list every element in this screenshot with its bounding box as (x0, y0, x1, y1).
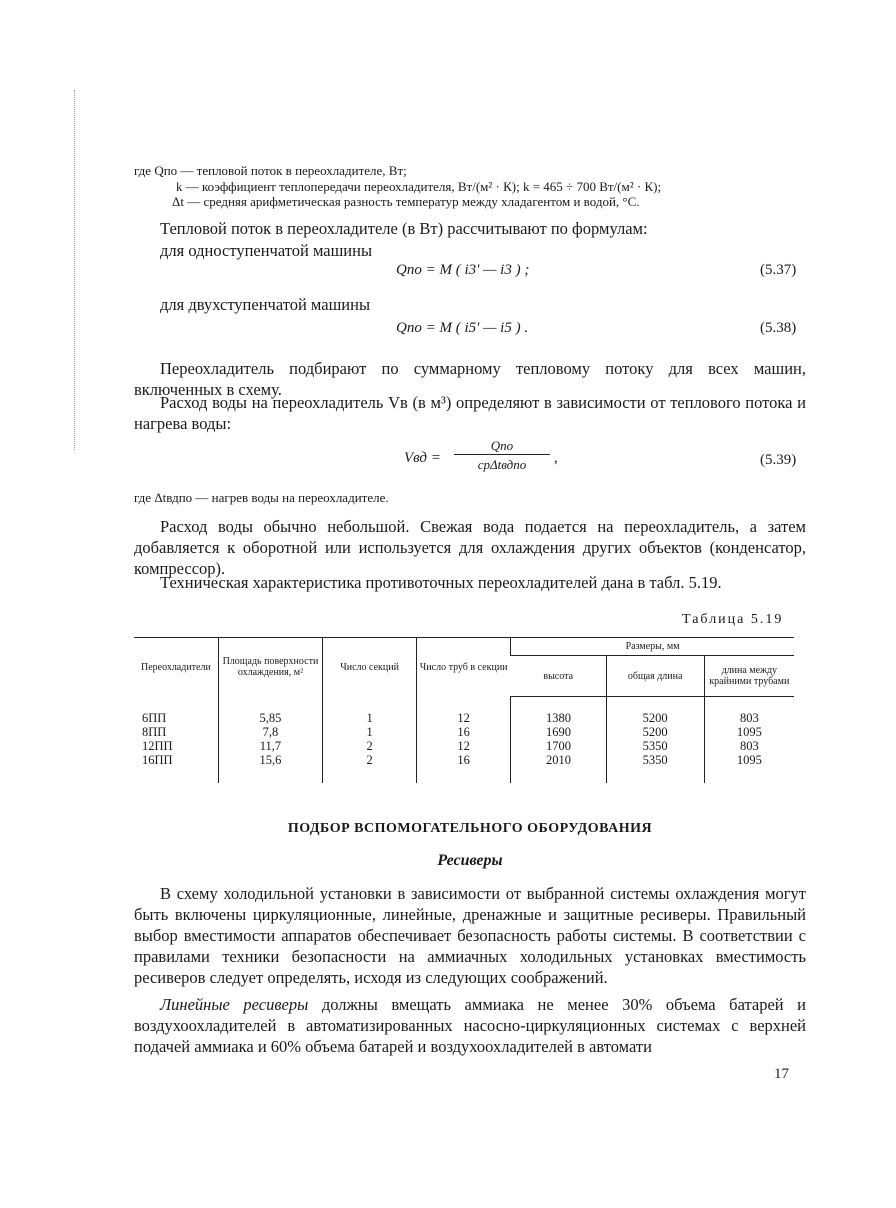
cell-type: 12ПП (142, 739, 173, 753)
equation-number-5-39: (5.39) (760, 452, 797, 468)
cell-total-length: 5350 (606, 753, 704, 783)
single-stage-label: для одноступенчатой машины (160, 241, 373, 260)
equation-5-39-numerator: Qпо (454, 438, 550, 455)
where-line-dt: Δt — средняя арифметическая разность температур между хладагентом и водой, °С. (172, 194, 640, 209)
column-header-type: Переохладители (134, 638, 218, 697)
cell-height: 2010 (511, 753, 607, 783)
margin-binding-marks (74, 90, 81, 450)
where-water-heating: где Δtвдпо — нагрев воды на переохладителе. (134, 490, 389, 505)
cell-sections: 1 (323, 725, 417, 739)
where-line-k: k — коэффициент теплопередачи переохладителя, Вт/(м² · К); k = 465 ÷ 700 Вт/(м² · К); (176, 179, 662, 194)
column-header-tube-length: длина между крайними трубами (704, 656, 794, 697)
equation-number-5-38: (5.38) (760, 320, 797, 336)
cell-tube-length: 1095 (704, 753, 794, 783)
two-stage-label: для двухступенчатой машины (160, 295, 371, 314)
table-row (134, 697, 794, 726)
equation-5-39-denominator: cpΔtвдпо (477, 457, 527, 472)
cell-area: 11,7 (218, 739, 322, 753)
cell-type: 8ПП (142, 725, 167, 739)
equation-5-38: Qпо = M ( i5' — i5 ) . (396, 320, 529, 336)
paragraph-water-usage: Расход воды обычно небольшой. Свежая вода подается на переохладитель, а затем добавляется к оборотной или используется для охлаждения других объектов (конденсатор, компрессор). (134, 517, 806, 578)
paragraph-linear-receivers (134, 994, 806, 1057)
cell-sections: 2 (323, 753, 417, 783)
column-header-total-length: общая длина (606, 656, 704, 697)
cell-tubes: 12 (417, 739, 511, 753)
column-header-height: высота (511, 656, 607, 697)
cell-tubes: 16 (417, 725, 511, 739)
cell-area: 7,8 (218, 725, 322, 739)
equation-5-39-comma: , (554, 450, 558, 466)
equation-number-5-37: (5.37) (760, 262, 797, 278)
cell-height: 1380 (511, 697, 607, 726)
subcooler-table (134, 637, 794, 783)
table-row (134, 739, 794, 753)
cell-total-length: 5350 (606, 739, 704, 753)
cell-area: 15,6 (218, 753, 322, 783)
cell-tube-length: 803 (704, 697, 794, 726)
cell-tubes: 16 (417, 753, 511, 783)
cell-total-length: 5200 (606, 725, 704, 739)
cell-tube-length: 803 (704, 739, 794, 753)
cell-total-length: 5200 (606, 697, 704, 726)
equation-5-39-lhs: Vвд = (404, 450, 441, 466)
paragraph-receivers: В схему холодильной установки в зависимости от выбранной системы охлаждения могут быть включены циркуляционные, линейные, дренажные и защитные ресиверы. Правильный выбор вместимости аппаратов обеспечивает безопасность работы системы. В соответствии с правилами техники безопасности на аммиачных холодильных установках вместимость ресиверов следует определять, исходя из следующих соображений. (134, 884, 806, 987)
column-header-dimensions: Размеры, мм (511, 638, 794, 656)
term-linear-receivers: Линейные ресиверы (160, 995, 309, 1014)
heat-flow-intro: Тепловой поток в переохладителе (в Вт) рассчитывают по формулам: (160, 219, 648, 238)
where-line-q: где Qпо — тепловой поток в переохладителе, Вт; (134, 163, 407, 178)
cell-sections: 2 (323, 739, 417, 753)
paragraph-table-reference: Техническая характеристика противоточных переохладителей дана в табл. 5.19. (160, 573, 722, 592)
paragraph-select: Переохладитель подбирают по суммарному тепловому потоку для всех машин, включенных в схему. (134, 359, 806, 399)
column-header-tubes: Число труб в секции (417, 638, 511, 697)
cell-area: 5,85 (218, 697, 322, 726)
cell-tube-length: 1095 (704, 725, 794, 739)
subsection-heading: Ресиверы (437, 852, 503, 869)
linear-receivers-text: должны вмещать аммиака не менее 30% объема батарей и воздухоохладителей в автоматизированных насосно-циркуляционных системах с верхней подачей аммиака и 60% объема батарей и воздухоохладителей в автомати (134, 995, 806, 1056)
column-header-area: Площадь поверхности охлаждения, м² (218, 638, 322, 697)
cell-height: 1700 (511, 739, 607, 753)
cell-type: 16ПП (142, 753, 173, 767)
table-row (134, 753, 794, 783)
paragraph-water-flow: Расход воды на переохладитель Vв (в м³) определяют в зависимости от теплового потока и нагрева воды: (134, 393, 806, 433)
cell-type: 6ПП (142, 710, 167, 725)
table-row (134, 725, 794, 739)
cell-tubes: 12 (417, 697, 511, 726)
column-header-sections: Число секций (323, 638, 417, 697)
table-caption: Таблица 5.19 (682, 612, 784, 627)
cell-height: 1690 (511, 725, 607, 739)
equation-5-37: Qпо = M ( i3' — i3 ) ; (396, 262, 530, 278)
section-heading: ПОДБОР ВСПОМОГАТЕЛЬНОГО ОБОРУДОВАНИЯ (287, 821, 653, 836)
page-number: 17 (774, 1066, 789, 1082)
cell-sections: 1 (323, 697, 417, 726)
